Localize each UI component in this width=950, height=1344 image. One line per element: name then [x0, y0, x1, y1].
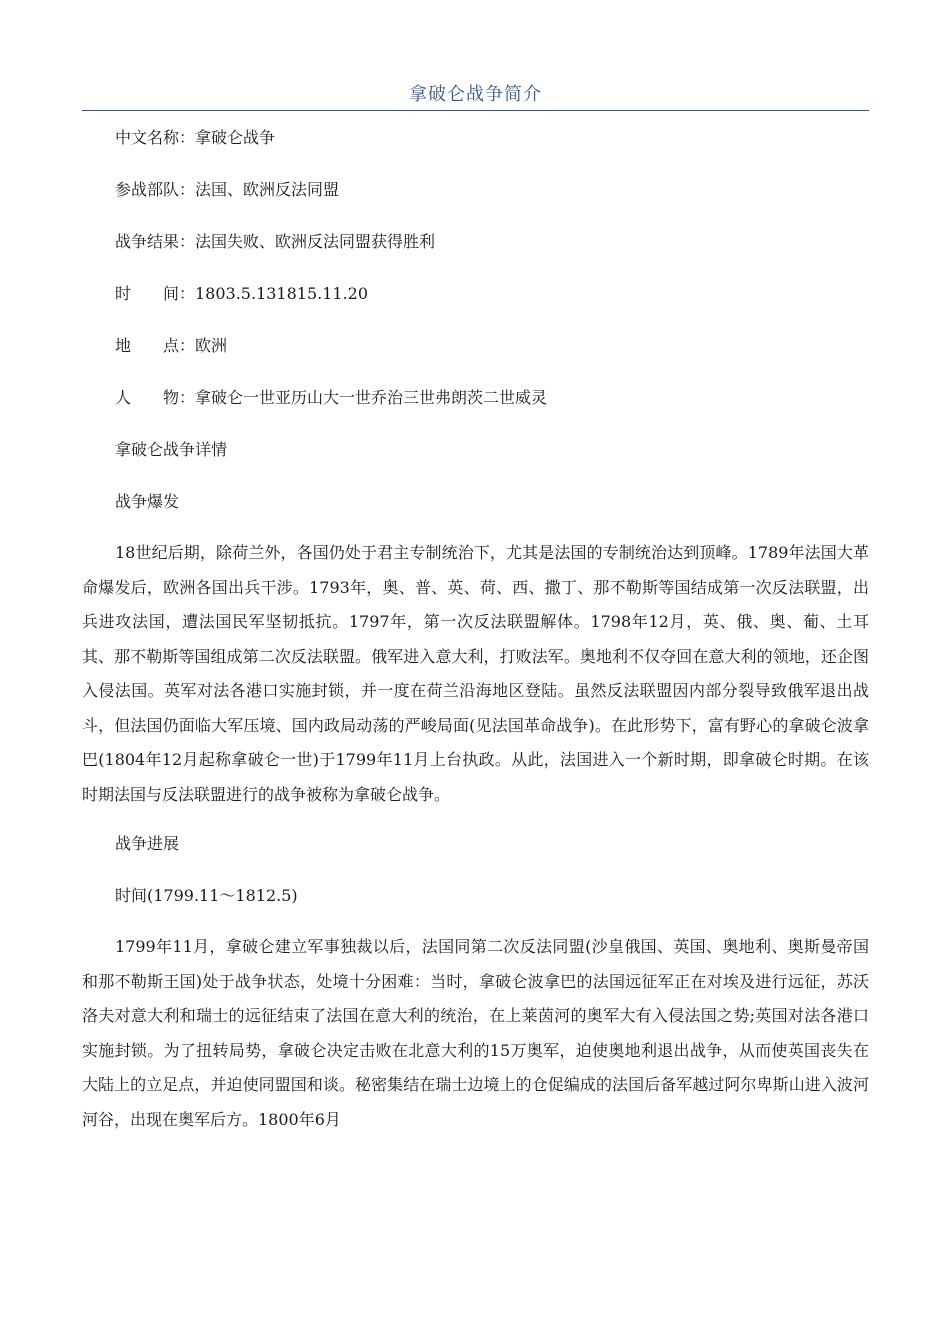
field-time: 时 间：1803.5.131815.11.20: [115, 284, 369, 303]
paragraph-outbreak: 18世纪后期，除荷兰外，各国仍处于君主专制统治下，尤其是法国的专制统治达到顶峰。1789年法国大革命爆发后，欧洲各国出兵干涉。1793年，奥、普、英、荷、西、撒丁、那不勒斯等国结成第一次反法联盟，出兵进攻法国，遭法国民军坚韧抵抗。1797年，第一次反法联盟解体。1798年12月，英、俄、奥、葡、土耳其、那不勒斯等国组成第二次反法联盟。俄军进入意大利，打败法军。奥地利不仅夺回在意大利的领地，还企图入侵法国。英军对法各港口实施封锁，并一度在荷兰沿海地区登陆。虽然反法联盟因内部分裂导致俄军退出战斗，但法国仍面临大军压境、国内政局动荡的严峻局面(见法国革命战争)。在此形势下，富有野心的拿破仑波拿巴(1804年12月起称拿破仑一世)于1799年11月上台执政。从此，法国进入一个新时期，即拿破仑时期。在该时期法国与反法联盟进行的战争被称为拿破仑战争。: [82, 543, 869, 804]
section-heading-outbreak: 战争爆发: [115, 492, 180, 511]
field-location: 地 点：欧洲: [115, 336, 228, 355]
paragraph-progress: 1799年11月，拿破仑建立军事独裁以后，法国同第二次反法同盟(沙皇俄国、英国、奥地利、奥斯曼帝国和那不勒斯王国)处于战争状态，处境十分困难：当时，拿破仑波拿巴的法国远征军正在对埃及进行远征，苏沃洛夫对意大利和瑞士的远征结束了法国在意大利的统治，在上莱茵河的奥军大有入侵法国之势;英国对法各港口实施封锁。为了扭转局势，拿破仑决定击败在北意大利的15万奥军，迫使奥地利退出战争，从而使英国丧失在大陆上的立足点，并迫使同盟国和谈。秘密集结在瑞士边境上的仓促编成的法国后备军越过阿尔卑斯山进入波河河谷，出现在奥军后方。1800年6月: [82, 937, 869, 1129]
field-chinese-name: 中文名称：拿破仑战争: [115, 128, 276, 147]
document-body: [82, 120, 869, 1151]
section-heading-progress: 战争进展: [115, 834, 180, 853]
page-header: [82, 78, 869, 111]
section-heading-details: 拿破仑战争详情: [115, 440, 228, 459]
document-title: 拿破仑战争简介: [409, 84, 542, 105]
field-combatants: 参战部队：法国、欧洲反法同盟: [115, 180, 340, 199]
section-heading-period: 时间(1799.11～1812.5): [115, 886, 298, 905]
field-result: 战争结果：法国失败、欧洲反法同盟获得胜利: [115, 232, 436, 251]
field-people: 人 物：拿破仑一世亚历山大一世乔治三世弗朗茨二世威灵: [115, 388, 548, 407]
